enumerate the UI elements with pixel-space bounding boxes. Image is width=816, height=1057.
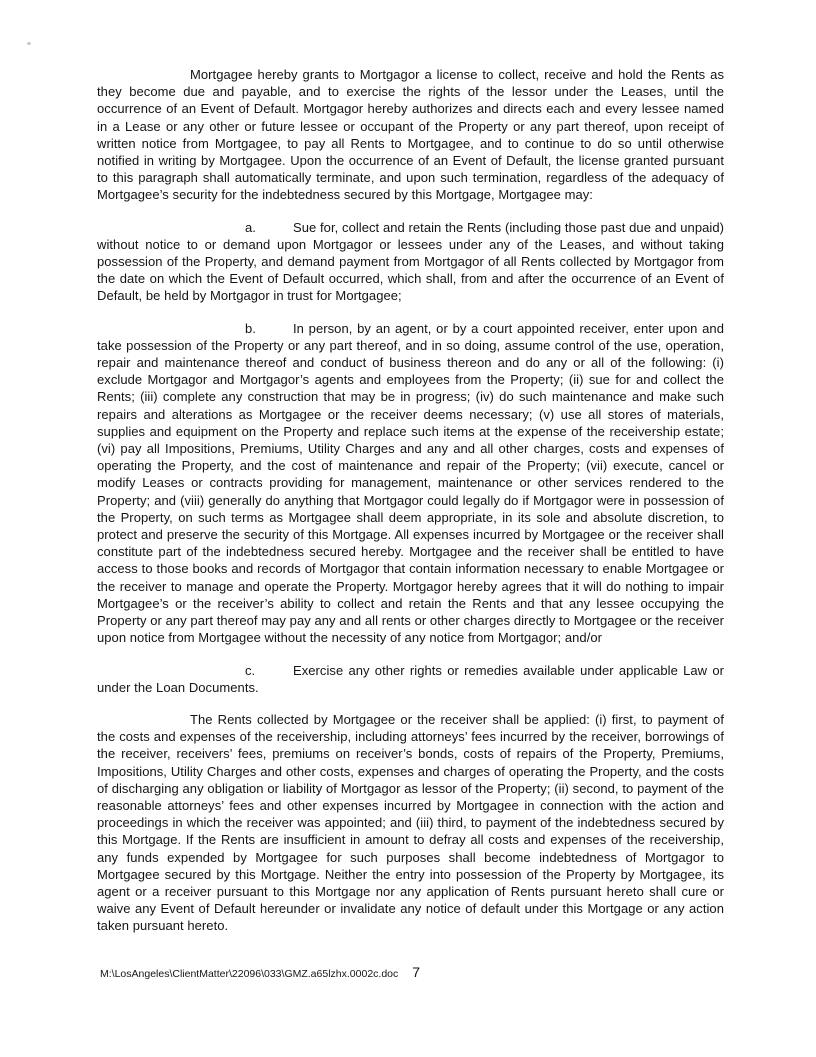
paragraph-c-text: Exercise any other rights or remedies available under applicable Law or under the Loan Documents.: [97, 662, 724, 695]
paragraph-b-label: b.: [245, 320, 256, 336]
paragraph-a-text: Sue for, collect and retain the Rents (including those past due and unpaid) without notice to or demand upon Mortgagor or lessees under any of the Leases, and without taking possession of the Property, and demand payment from Mortgagor of all Rents collected by Mortgagor from the date on which the Event of Default occurred, which shall, from and after the occurrence of an Event of Default, be held by Mortgagor in trust for Mortgagee;: [97, 219, 724, 304]
paragraph-b: [97, 320, 724, 647]
page-number: 7: [412, 964, 421, 980]
paragraph-a: [97, 219, 724, 305]
paragraph-intro: Mortgagee hereby grants to Mortgagor a license to collect, receive and hold the Rents as they become due and payable, and to exercise the rights of the lessor under the Leases, until the occurrence of an Event of Default. Mortgagor hereby authorizes and directs each and every lessee named in a Lease or any other or future lessee or occupant of the Property or any part thereof, upon receipt of written notice from Mortgagee, to pay all Rents to Mortgagee, and to continue to do so until otherwise notified in writing by Mortgagee. Upon the occurrence of an Event of Default, the license granted pursuant to this paragraph shall automatically terminate, and upon such termination, regardless of the adequacy of Mortgagee’s security for the indebtedness secured by this Mortgage, Mortgagee may:: [97, 67, 724, 203]
document-file-path: M:\LosAngeles\ClientMatter\22096\033\GMZ.a65lzhx.0002c.doc: [100, 968, 399, 980]
paragraph-rents-application: The Rents collected by Mortgagee or the receiver shall be applied: (i) first, to payment of the costs and expenses of the receivership, including attorneys’ fees incurred by the receiver, borrowings of the receiver, receivers’ fees, premiums on receiver’s bonds, costs of repairs of the Property, Premiums, Impositions, Utility Charges and other costs, expenses and charges of operating the Property, and the costs of discharging any obligation or liability of Mortgagor as lessor of the Property; (ii) second, to payment of the reasonable attorneys’ fees and other expenses incurred by Mortgagee in connection with the action and proceedings in which the receiver was appointed; and (iii) third, to payment of the indebtedness secured by this Mortgage. If the Rents are insufficient in amount to defray all costs and expenses of the receivership, any funds expended by Mortgagee for such purposes shall become indebtedness of Mortgagor to Mortgagee secured by this Mortgage. Neither the entry into possession of the Property by Mortgagee, its agent or a receiver pursuant to this Mortgage nor any application of Rents pursuant hereto shall cure or waive any Event of Default hereunder or invalidate any notice of default under this Mortgage or any action taken pursuant hereto.: [97, 711, 724, 934]
document-body: [97, 66, 724, 950]
page-footer: [100, 964, 420, 982]
scan-artifact-mark: [27, 42, 31, 45]
paragraph-c: [97, 662, 724, 696]
paragraph-b-text: In person, by an agent, or by a court appointed receiver, enter upon and take possession of the Property or any part thereof, and in so doing, assume control of the use, operation, repair and maintenance thereof and conduct of business thereon and do any or all of the following: (i) exclude Mortgagor and Mortgagor’s agents and employees from the Property; (ii) sue for and collect the Rents; (iii) complete any construction that may be in progress; (iv) do such maintenance and make such repairs and alterations as Mortgagee or the receiver deems necessary; (v) use all stores of materials, supplies and equipment on the Property and replace such items at the expense of the receivership estate; (vi) pay all Impositions, Premiums, Utility Charges and any and all other charges, costs and expenses of operating the Property, and the cost of maintenance and repair of the Property; (vii) execute, cancel or modify Leases or contracts providing for management, maintenance or other services rendered to the Property; and (viii) generally do anything that Mortgagor could legally do if Mortgagor were in possession of the Property, on such terms as Mortgagee shall deem appropriate, in its sole and absolute discretion, to protect and preserve the security of this Mortgage. All expenses incurred by Mortgagee or the receiver shall constitute part of the indebtedness secured hereby. Mortgagee and the receiver shall be entitled to have access to those books and records of Mortgagor that contain information necessary to enable Mortgagee or the receiver to manage and operate the Property. Mortgagor hereby agrees that it will do nothing to impair Mortgagee’s or the receiver’s ability to collect and retain the Rents and that any lessee occupying the Property or any part thereof may pay any and all rents or other charges directly to Mortgagee or the receiver upon notice from Mortgagee without the necessity of any notice from Mortgagor; and/or: [97, 320, 724, 646]
paragraph-c-label: c.: [245, 662, 256, 678]
paragraph-a-label: a.: [245, 219, 256, 235]
